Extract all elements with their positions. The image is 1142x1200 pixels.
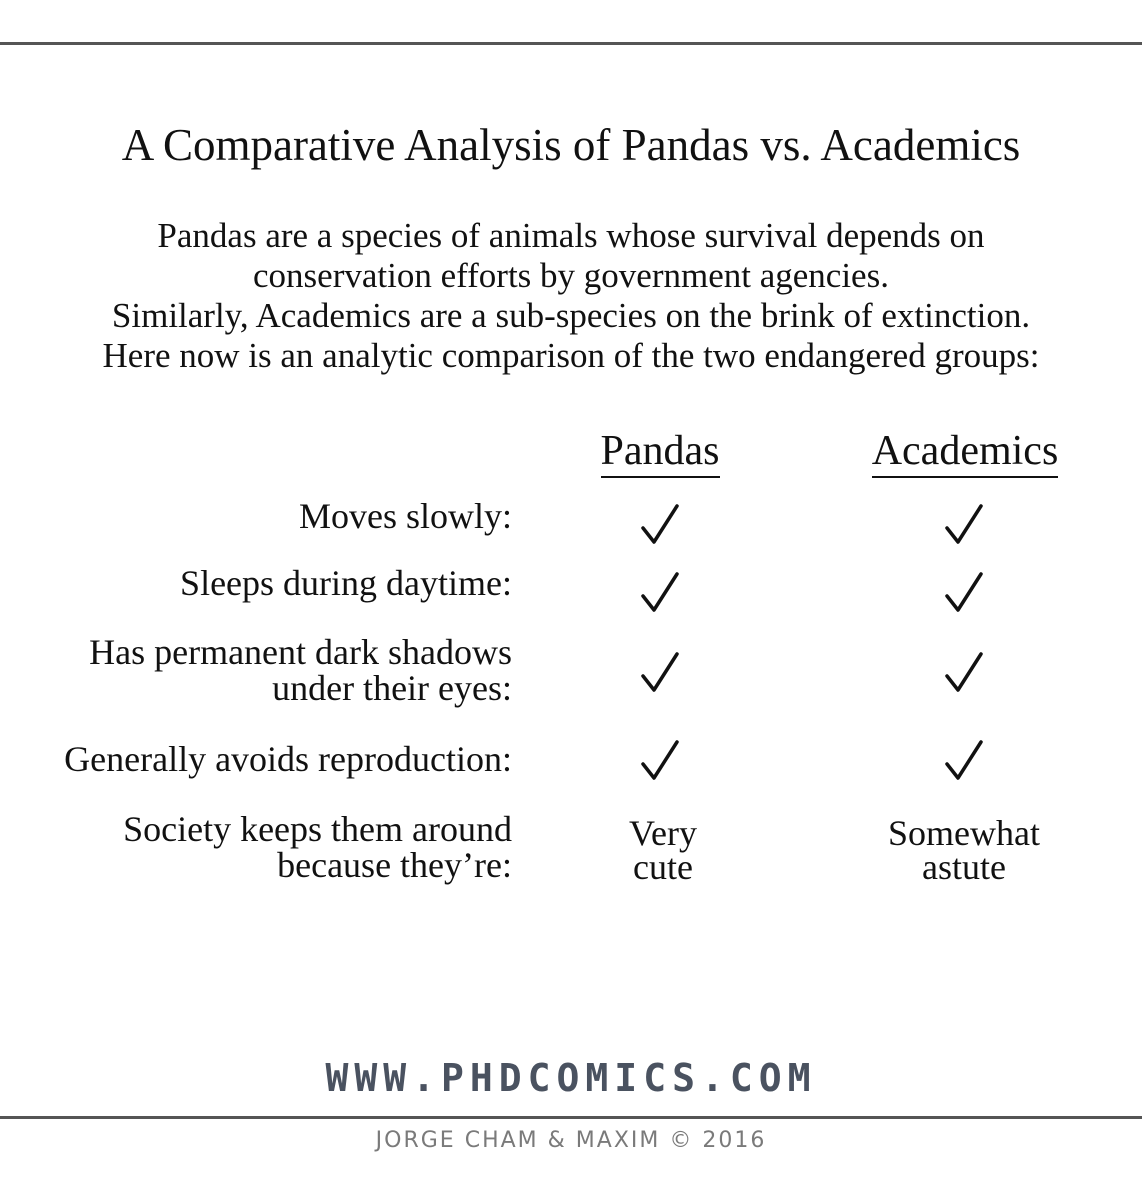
check-mark-icon <box>944 650 984 696</box>
column-header-pandas <box>560 426 760 476</box>
row-label-text: Has permanent dark shadows <box>89 632 512 672</box>
row-label-text: because they’re: <box>277 845 512 885</box>
intro-line: conservation efforts by government agencies. <box>253 256 889 295</box>
answer-academics <box>850 813 1078 887</box>
row-label-text: Society keeps them around <box>123 809 512 849</box>
check-mark-icon <box>944 502 984 548</box>
top-divider <box>0 42 1142 45</box>
column-header-academics <box>840 426 1090 476</box>
row-label-society-keeps <box>123 811 512 883</box>
intro-line: Pandas are a species of animals whose survival depends on <box>157 216 985 255</box>
intro-line: Similarly, Academics are a sub-species on the brink of extinction. <box>111 296 1031 335</box>
check-mark-icon <box>640 570 680 616</box>
check-mark-icon <box>944 570 984 616</box>
check-mark-icon <box>944 738 984 784</box>
website-url: WWW.PHDCOMICS.COM <box>325 1056 817 1100</box>
row-label-text: Moves slowly: <box>298 496 512 536</box>
answer-pandas-line: Very <box>629 813 697 853</box>
intro-line: Here now is an analytic comparison of the two endangered groups: <box>102 336 1040 375</box>
answer-pandas <box>580 813 746 887</box>
check-mark-icon <box>640 650 680 696</box>
answer-academics-line: Somewhat <box>888 813 1040 853</box>
check-mark-icon <box>640 738 680 784</box>
page-title: A Comparative Analysis of Pandas vs. Academics <box>121 120 1021 170</box>
row-label-text: Generally avoids reproduction: <box>64 739 512 779</box>
row-label-text: under their eyes: <box>272 668 512 708</box>
column-header-academics-label: Academics <box>872 428 1059 478</box>
column-header-pandas-label: Pandas <box>601 428 720 478</box>
bottom-divider <box>0 1116 1142 1119</box>
answer-academics-line: astute <box>922 847 1006 887</box>
intro-paragraph <box>0 216 1142 376</box>
row-label-text: Sleeps during daytime: <box>180 563 512 603</box>
row-label-avoids-reproduction <box>64 741 512 777</box>
row-label-dark-shadows <box>89 634 512 706</box>
check-mark-icon <box>640 502 680 548</box>
copyright-credit: JORGE CHAM & MAXIM © 2016 <box>375 1128 767 1153</box>
answer-pandas-line: cute <box>633 847 693 887</box>
row-label-moves-slowly <box>299 498 512 534</box>
row-label-sleeps-daytime <box>180 565 512 601</box>
